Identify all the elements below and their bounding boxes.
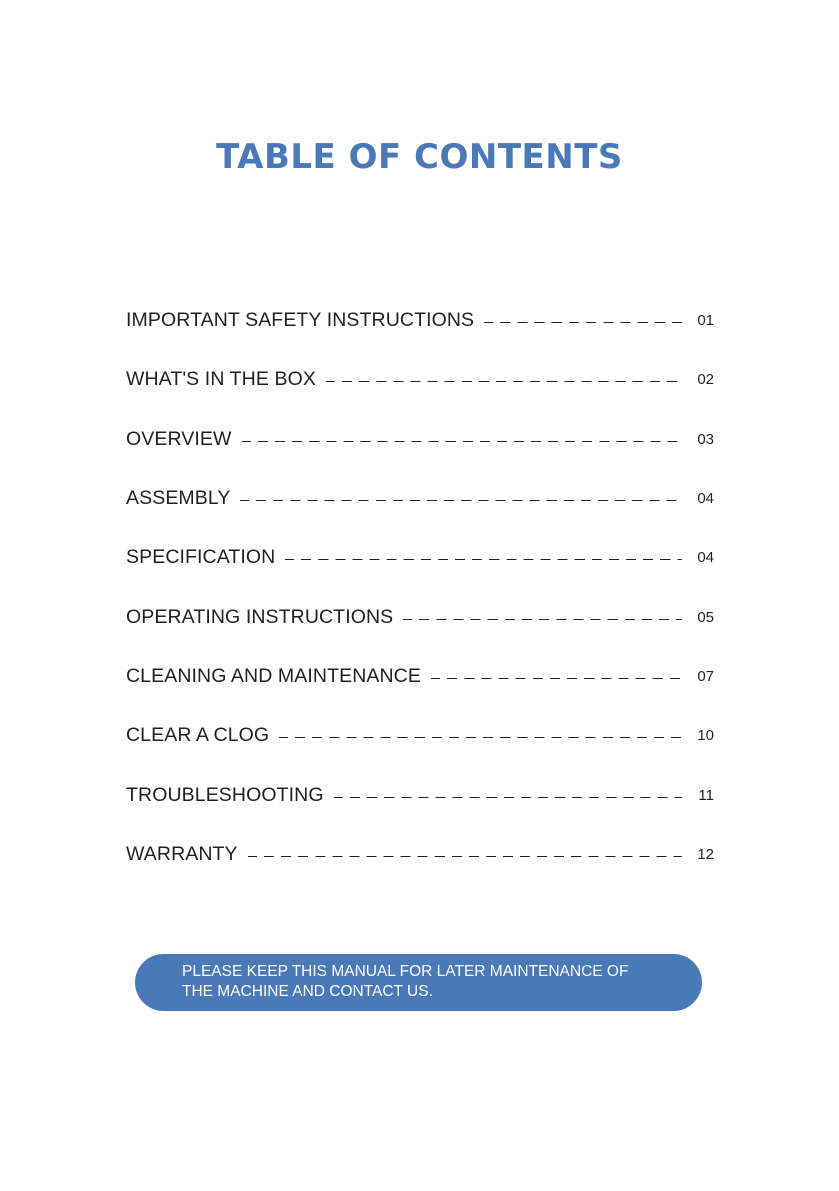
toc-page-number: 10	[697, 727, 714, 745]
toc-dotted-leader	[431, 678, 682, 679]
toc-entry-operating-instructions[interactable]	[126, 587, 714, 646]
toc-entry-clear-a-clog[interactable]	[126, 706, 714, 765]
toc-dotted-leader	[326, 381, 682, 382]
toc-entry-label: OPERATING INSTRUCTIONS	[126, 605, 394, 628]
toc-page-number: 07	[697, 667, 714, 685]
toc-page-number: 11	[698, 786, 714, 804]
notice-text-line-1: PLEASE KEEP THIS MANUAL FOR LATER MAINTENANCE OF	[182, 963, 629, 980]
toc-dotted-leader	[240, 500, 682, 501]
toc-entry-overview[interactable]	[126, 410, 714, 469]
toc-entry-label: TROUBLESHOOTING	[126, 783, 324, 806]
toc-entry-warranty[interactable]	[126, 825, 714, 884]
toc-dotted-leader	[334, 797, 682, 798]
toc-dotted-leader	[484, 322, 682, 323]
toc-page-number: 12	[697, 845, 714, 863]
toc-dotted-leader	[279, 737, 682, 738]
toc-entry-label: ASSEMBLY	[126, 487, 231, 510]
toc-page-number: 02	[697, 371, 714, 389]
table-of-contents	[126, 291, 714, 884]
toc-page-number: 04	[697, 549, 714, 567]
toc-entry-troubleshooting[interactable]	[126, 765, 714, 824]
keep-manual-notice-banner	[135, 954, 702, 1011]
toc-entry-label: WHAT'S IN THE BOX	[126, 368, 316, 391]
toc-entry-safety-instructions[interactable]	[126, 291, 714, 350]
toc-page-number: 01	[697, 312, 714, 330]
toc-entry-assembly[interactable]	[126, 469, 714, 528]
toc-page-number: 05	[697, 608, 714, 626]
toc-dotted-leader	[403, 619, 682, 620]
notice-text-line-2: THE MACHINE AND CONTACT US.	[182, 983, 433, 1000]
page-title: TABLE OF CONTENTS	[216, 137, 623, 177]
toc-entry-cleaning-and-maintenance[interactable]	[126, 647, 714, 706]
toc-dotted-leader	[285, 559, 682, 560]
toc-page-number: 04	[697, 490, 714, 508]
toc-entry-label: CLEANING AND MAINTENANCE	[126, 664, 421, 687]
toc-dotted-leader	[248, 856, 682, 857]
toc-entry-label: IMPORTANT SAFETY INSTRUCTIONS	[126, 309, 475, 332]
toc-entry-label: CLEAR A CLOG	[126, 724, 270, 747]
toc-entry-whats-in-the-box[interactable]	[126, 350, 714, 409]
toc-page-number: 03	[697, 430, 714, 448]
toc-entry-label: WARRANTY	[126, 842, 238, 865]
toc-entry-label: SPECIFICATION	[126, 546, 276, 569]
toc-dotted-leader	[242, 441, 682, 442]
toc-entry-label: OVERVIEW	[126, 427, 232, 450]
toc-entry-specification[interactable]	[126, 528, 714, 587]
